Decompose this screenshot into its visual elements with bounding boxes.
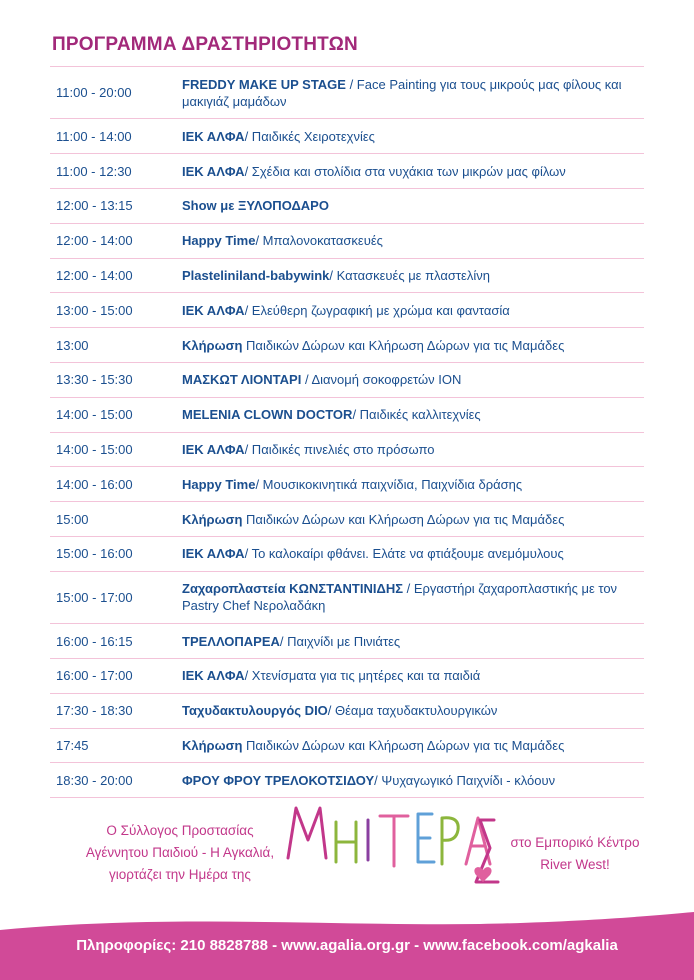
schedule-time: 17:45 bbox=[56, 737, 89, 753]
schedule-row bbox=[50, 659, 644, 694]
activity-description: / Παιδικές Χειροτεχνίες bbox=[244, 128, 375, 144]
organizer-line: γιορτάζει την Ημέρα της bbox=[109, 867, 251, 882]
activity-description: / Μπαλονοκατασκευές bbox=[255, 233, 383, 249]
schedule-row bbox=[50, 224, 644, 259]
activity-organizer: ΙΕΚ ΑΛΦΑ bbox=[182, 302, 245, 318]
activity-organizer: ΙΕΚ ΑΛΦΑ bbox=[182, 668, 245, 684]
activity-organizer: Show με ΞΥΛΟΠΟΔΑΡΟ bbox=[182, 198, 329, 214]
schedule-time: 12:00 - 13:15 bbox=[56, 198, 133, 214]
schedule-activity bbox=[182, 633, 644, 650]
schedule-row bbox=[50, 537, 644, 572]
activity-organizer: Κλήρωση bbox=[182, 737, 243, 753]
activity-description: / Χτενίσματα για τις μητέρες και τα παιδιά bbox=[244, 668, 481, 684]
schedule-activity bbox=[182, 406, 644, 423]
activity-description: / Παιδικές πινελιές στο πρόσωπο bbox=[244, 441, 435, 457]
activity-organizer: Κλήρωση bbox=[182, 337, 243, 353]
activity-organizer: Happy Time bbox=[182, 476, 256, 492]
activity-description: / Ελεύθερη ζωγραφική με χρώμα και φαντασία bbox=[244, 302, 510, 318]
activity-organizer: ΦΡΟΥ ΦΡΟΥ ΤΡΕΛΟΚΟΤΣΙΔΟΥ bbox=[182, 772, 375, 788]
schedule-activity bbox=[182, 511, 644, 528]
activity-organizer: Plasteliniland-babywink bbox=[182, 267, 330, 283]
activity-description: / Διανομή σοκοφρετών ΙΟΝ bbox=[301, 372, 462, 388]
venue-line: River West! bbox=[540, 857, 610, 872]
schedule-time: 14:00 - 15:00 bbox=[56, 407, 133, 423]
activity-description: / Εργαστήρι ζαχαροπλαστικής με τον Pastry Chef Νερολαδάκη bbox=[182, 581, 618, 614]
schedule-time: 15:00 bbox=[56, 511, 89, 527]
schedule-time: 13:00 - 15:00 bbox=[56, 302, 133, 318]
schedule-activity bbox=[182, 702, 644, 719]
activity-description: / Ψυχαγωγικό Παιχνίδι - κλόουν bbox=[374, 772, 556, 788]
activity-description: / Το καλοκαίρι φθάνει. Ελάτε να φτιάξουμε ανεμόμυλους bbox=[244, 546, 564, 562]
activity-organizer: Ταχυδακτυλουργός DIO bbox=[182, 703, 328, 719]
schedule-time: 12:00 - 14:00 bbox=[56, 233, 133, 249]
schedule-activity bbox=[182, 197, 644, 214]
schedule-row bbox=[50, 467, 644, 502]
activity-description: / Σχέδια και στολίδια στα νυχάκια των μικρών μας φίλων bbox=[244, 163, 566, 179]
activity-organizer: ΜΑΣΚΩΤ ΛΙΟΝΤΑΡΙ bbox=[182, 372, 302, 388]
schedule-activity bbox=[182, 302, 644, 319]
schedule-time: 18:30 - 20:00 bbox=[56, 772, 133, 788]
schedule-time: 15:00 - 16:00 bbox=[56, 546, 133, 562]
activity-description: Παιδικών Δώρων και Κλήρωση Δώρων για τις Μαμάδες bbox=[242, 337, 565, 353]
schedule-time: 11:00 - 20:00 bbox=[56, 85, 132, 101]
schedule-row bbox=[50, 328, 644, 363]
activity-description: Παιδικών Δώρων και Κλήρωση Δώρων για τις Μαμάδες bbox=[242, 737, 565, 753]
schedule-activity bbox=[182, 772, 644, 789]
schedule-row bbox=[50, 293, 644, 328]
activity-description: / Face Painting για τους μικρούς μας φίλους και μακιγιάζ μαμάδων bbox=[182, 76, 622, 109]
schedule-activity bbox=[182, 580, 644, 614]
schedule-activity bbox=[182, 441, 644, 458]
schedule-row bbox=[50, 763, 644, 798]
venue-line: στο Εμπορικό Κέντρο bbox=[510, 835, 640, 850]
schedule-time: 14:00 - 16:00 bbox=[56, 476, 133, 492]
activity-organizer: ΙΕΚ ΑΛΦΑ bbox=[182, 546, 245, 562]
schedule-activity bbox=[182, 128, 644, 145]
schedule-row bbox=[50, 433, 644, 468]
activity-organizer: ΙΕΚ ΑΛΦΑ bbox=[182, 441, 245, 457]
activity-organizer: Ζαχαροπλαστεία ΚΩΝΣΤΑΝΤΙΝΙΔΗΣ bbox=[182, 581, 404, 597]
schedule-time: 16:00 - 16:15 bbox=[56, 633, 133, 649]
schedule-row bbox=[50, 502, 644, 537]
schedule-time: 11:00 - 12:30 bbox=[56, 163, 132, 179]
schedule-time: 13:30 - 15:30 bbox=[56, 372, 133, 388]
schedule-activity bbox=[182, 76, 644, 110]
schedule-activity bbox=[182, 163, 644, 180]
schedule-row bbox=[50, 694, 644, 729]
venue-text bbox=[500, 832, 650, 876]
schedule-row bbox=[50, 729, 644, 764]
schedule-row bbox=[50, 259, 644, 294]
activity-organizer: MELENIA CLOWN DOCTOR bbox=[182, 407, 353, 423]
activity-organizer: Κλήρωση bbox=[182, 511, 243, 527]
schedule-activity bbox=[182, 737, 644, 754]
activity-organizer: Happy Time bbox=[182, 233, 256, 249]
activity-organizer: ΤΡΕΛΛΟΠΑΡΕΑ bbox=[182, 633, 280, 649]
schedule-time: 13:00 bbox=[56, 337, 89, 353]
schedule-time: 14:00 - 15:00 bbox=[56, 441, 133, 457]
schedule-activity bbox=[182, 476, 644, 493]
activity-organizer: FREDDY MAKE UP STAGE bbox=[182, 76, 346, 92]
schedule-activity bbox=[182, 232, 644, 249]
schedule-row bbox=[50, 154, 644, 189]
organizer-text bbox=[70, 820, 290, 886]
schedule-row bbox=[50, 119, 644, 154]
schedule-table bbox=[50, 66, 644, 798]
schedule-row bbox=[50, 363, 644, 398]
schedule-activity bbox=[182, 267, 644, 284]
schedule-activity bbox=[182, 667, 644, 684]
activity-organizer: ΙΕΚ ΑΛΦΑ bbox=[182, 163, 245, 179]
schedule-row bbox=[50, 189, 644, 224]
schedule-time: 12:00 - 14:00 bbox=[56, 267, 133, 283]
schedule-activity bbox=[182, 337, 644, 354]
schedule-row bbox=[50, 398, 644, 433]
schedule-row bbox=[50, 624, 644, 659]
schedule-time: 15:00 - 17:00 bbox=[56, 589, 133, 605]
activity-description: / Θέαμα ταχυδακτυλουργικών bbox=[327, 703, 498, 719]
page-title: ΠΡΟΓΡΑΜΜΑ ΔΡΑΣΤΗΡΙΟΤΗΤΩΝ bbox=[52, 34, 358, 55]
activity-description: / Παιδικές καλλιτεχνίες bbox=[352, 407, 481, 423]
schedule-activity bbox=[182, 371, 644, 388]
organizer-line: Ο Σύλλογος Προστασίας bbox=[106, 823, 254, 838]
schedule-row bbox=[50, 572, 644, 624]
contact-info: Πληροφορίες: 210 8828788 - www.agalia.org.gr - www.facebook.com/agkalia bbox=[76, 937, 618, 954]
schedule-time: 17:30 - 18:30 bbox=[56, 703, 133, 719]
schedule-time: 11:00 - 14:00 bbox=[56, 128, 132, 144]
activity-organizer: ΙΕΚ ΑΛΦΑ bbox=[182, 128, 245, 144]
organizer-line: Αγέννητου Παιδιού - Η Αγκαλιά, bbox=[85, 845, 275, 860]
schedule-time: 16:00 - 17:00 bbox=[56, 668, 133, 684]
activity-description: / Παιχνίδι με Πινιάτες bbox=[279, 633, 401, 649]
activity-description: / Κατασκευές με πλαστελίνη bbox=[329, 267, 490, 283]
schedule-activity bbox=[182, 545, 644, 562]
mothers-logo bbox=[284, 800, 500, 896]
activity-description: / Μουσικοκινητικά παιχνίδια, Παιχνίδια δράσης bbox=[255, 476, 523, 492]
activity-description: Παιδικών Δώρων και Κλήρωση Δώρων για τις Μαμάδες bbox=[242, 511, 565, 527]
schedule-row bbox=[50, 67, 644, 119]
